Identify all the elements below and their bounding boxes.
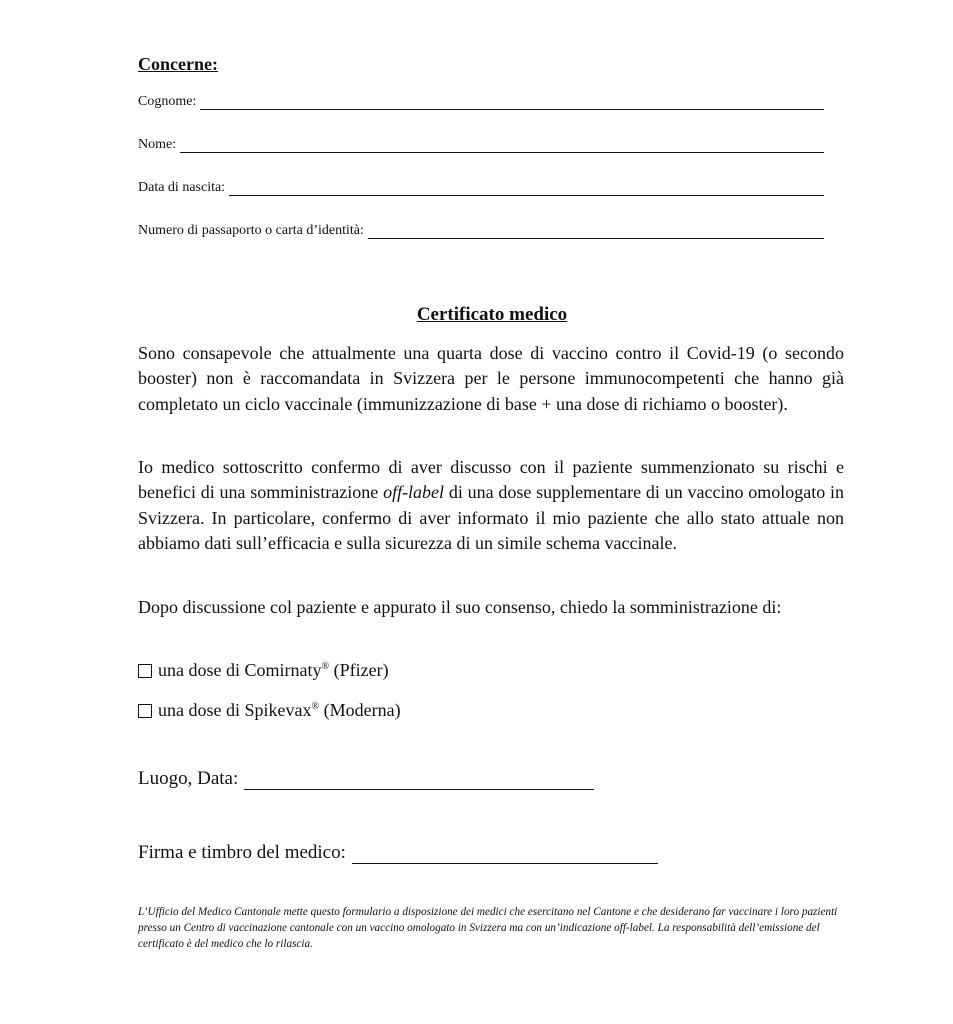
firma-label: Firma e timbro del medico:	[138, 842, 346, 863]
paragraph-conferma	[138, 455, 844, 556]
cognome-field	[138, 90, 824, 110]
option-comirnaty	[138, 660, 389, 681]
certificate-title: Certificato medico	[416, 304, 568, 325]
firma-field	[138, 842, 658, 864]
luogo-data-field	[138, 768, 594, 790]
data-nascita-label: Data di nascita:	[138, 180, 226, 195]
comirnaty-label-name: una dose di Comirnaty	[158, 660, 322, 680]
concerne-heading: Concerne:	[138, 54, 218, 74]
spikevax-label-name: una dose di Spikevax	[158, 700, 312, 720]
passaporto-label: Numero di passaporto o carta d’identità:	[138, 223, 364, 238]
cognome-label: Cognome:	[138, 94, 197, 109]
spikevax-label	[158, 700, 401, 721]
paragraph-conferma-part-1: Io medico sottoscritto confermo di aver discusso con il paziente summenzionato su rischi e benefici di una somministrazione	[138, 457, 844, 503]
comirnaty-label	[158, 660, 389, 681]
passaporto-field	[138, 219, 824, 239]
spikevax-checkbox[interactable]	[138, 704, 152, 718]
footnote: L’Ufficio del Medico Cantonale mette questo formulario a disposizione dei medici che esercitano nel Cantone e che desiderano far vaccinare i loro pazienti presso un Centro di vaccinazione cantonale con un vaccino omologato in Svizzera ma con un’indicazione off-label. La responsabilità dell’emissione del certificato è del medico che lo rilascia.	[138, 906, 838, 950]
registered-mark: ®	[321, 661, 330, 672]
spikevax-label-maker: (Moderna)	[319, 700, 401, 720]
firma-input-line[interactable]	[352, 845, 658, 864]
nome-label: Nome:	[138, 137, 177, 152]
comirnaty-label-maker: (Pfizer)	[329, 660, 389, 680]
nome-field	[138, 133, 824, 153]
data-nascita-field	[138, 176, 824, 196]
luogo-data-input-line[interactable]	[244, 771, 594, 790]
comirnaty-checkbox[interactable]	[138, 664, 152, 678]
paragraph-consapevole: Sono consapevole che attualmente una quarta dose di vaccino contro il Covid-19 (o secondo booster) non è raccomandata in Svizzera per le persone immunocompetenti che hanno già completato un ciclo vaccinale (immunizzazione di base + una dose di richiamo o booster).	[138, 343, 844, 414]
passaporto-input-line[interactable]	[368, 224, 824, 239]
option-spikevax	[138, 700, 401, 721]
cognome-input-line[interactable]	[200, 95, 824, 110]
nome-input-line[interactable]	[180, 138, 824, 153]
luogo-data-label: Luogo, Data:	[138, 768, 239, 789]
registered-mark: ®	[311, 701, 320, 712]
off-label-term: off-label	[383, 482, 445, 503]
paragraph-richiesta: Dopo discussione col paziente e appurato il suo consenso, chiedo la somministrazione di:	[138, 597, 782, 617]
data-nascita-input-line[interactable]	[229, 181, 824, 196]
paragraph-conferma-part-2: di una dose supplementare di un vaccino omologato in Svizzera. In particolare, confermo di aver informato il mio paziente che allo stato attuale non abbiamo dati sull’efficacia e sulla sicurezza di un simile schema vaccinale.	[138, 482, 844, 553]
